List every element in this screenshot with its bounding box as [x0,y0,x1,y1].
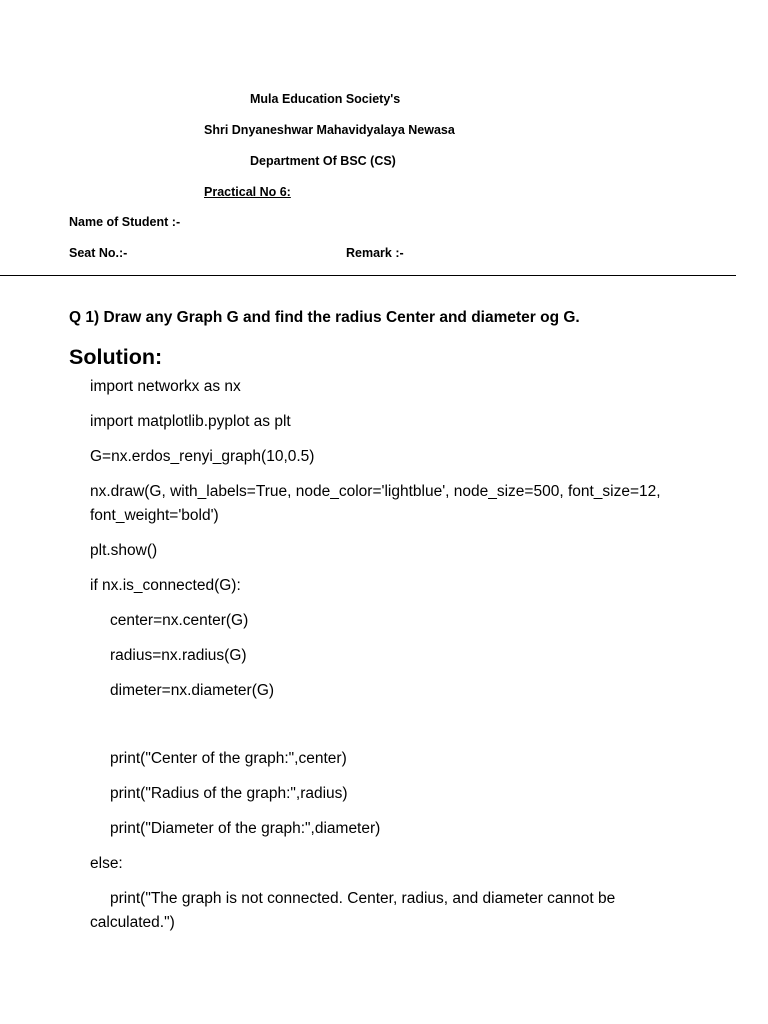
code-line: if nx.is_connected(G): [90,577,241,594]
seat-number-label: Seat No.:- [69,246,128,260]
code-line: import matplotlib.pyplot as plt [90,413,291,430]
question-text: Q 1) Draw any Graph G and find the radius Center and diameter og G. [69,309,580,326]
solution-heading: Solution: [69,345,163,369]
code-line: nx.draw(G, with_labels=True, node_color='lightblue', node_size=500, font_size=12, font_weight='bold') [90,483,665,524]
practical-title: Practical No 6: [204,185,291,199]
code-line: radius=nx.radius(G) [110,647,247,664]
code-line: print("Radius of the graph:",radius) [110,785,348,802]
code-line: plt.show() [90,542,158,559]
code-line: import networkx as nx [90,378,241,395]
society-name: Mula Education Society's [250,92,401,106]
department-name: Department Of BSC (CS) [250,154,396,168]
code-blank-line [90,714,690,747]
code-line: print("Center of the graph:",center) [110,750,347,767]
college-name: Shri Dnyaneshwar Mahavidyalaya Newasa [204,123,455,137]
code-line: else: [90,855,123,872]
student-name-label: Name of Student :- [69,215,181,229]
code-line: dimeter=nx.diameter(G) [110,682,275,699]
code-line: G=nx.erdos_renyi_graph(10,0.5) [90,448,315,465]
code-line: print("The graph is not connected. Center, radius, and diameter cannot be calculated.") [90,890,620,931]
header-divider [0,275,736,276]
remark-label: Remark :- [346,246,404,260]
code-block [90,375,690,946]
code-line: center=nx.center(G) [110,612,249,629]
code-line: print("Diameter of the graph:",diameter) [110,820,381,837]
